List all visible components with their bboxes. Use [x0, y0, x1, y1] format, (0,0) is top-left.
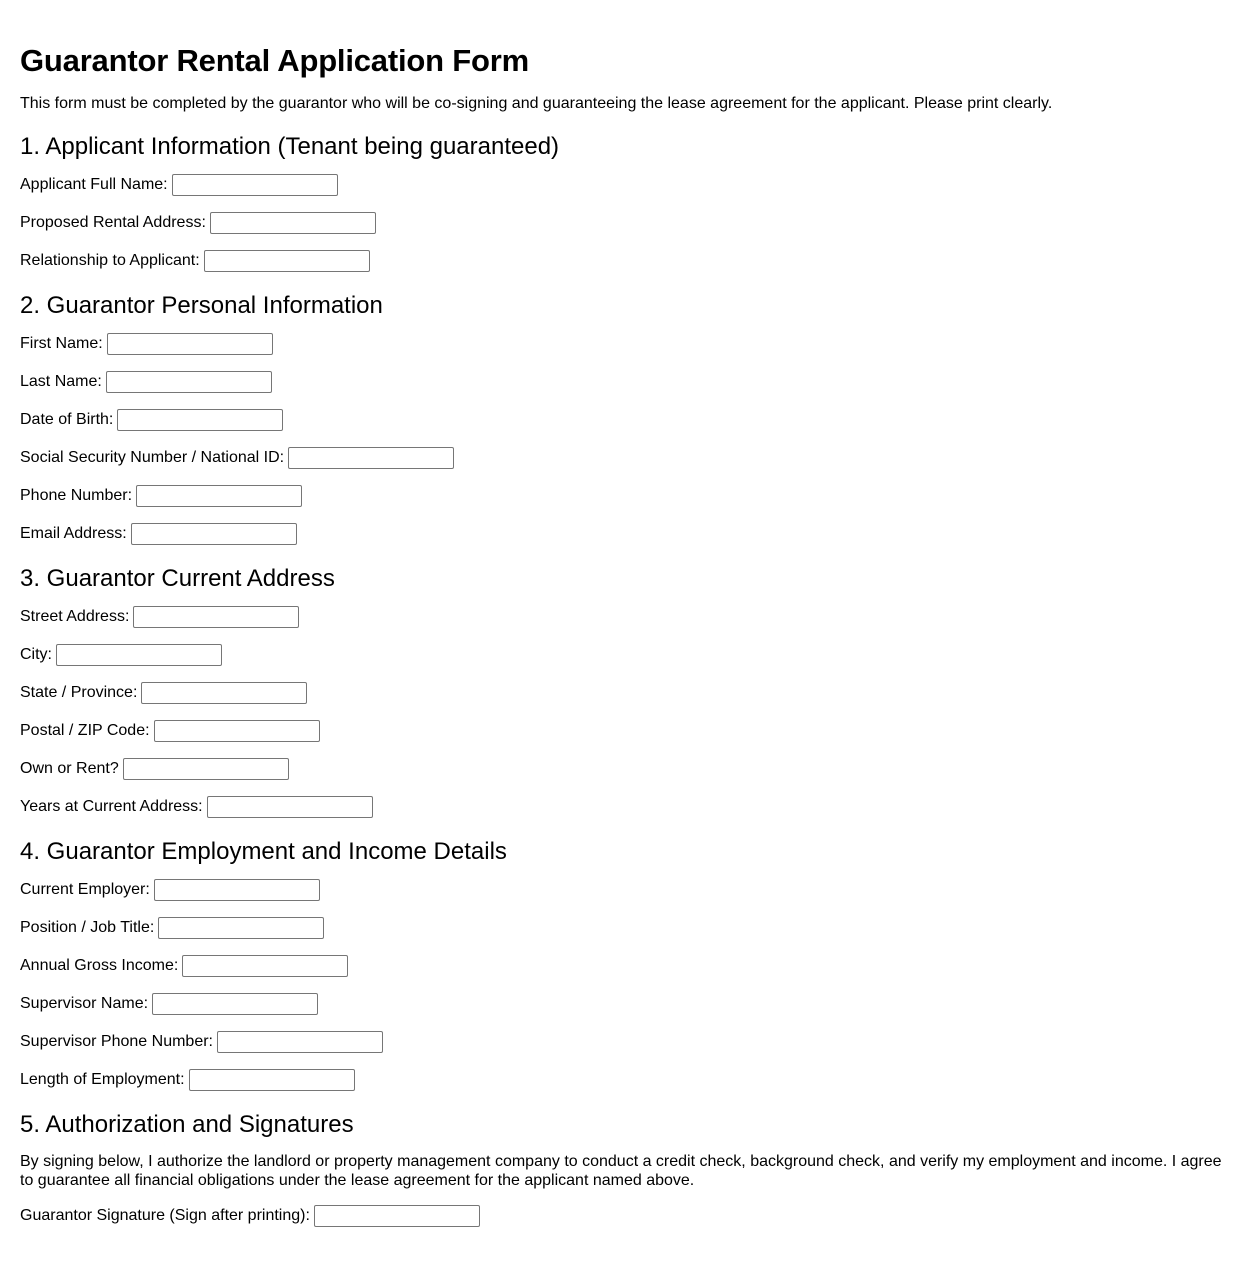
- field-ssn-national-id: [20, 447, 1227, 469]
- field-label: Own or Rent?: [20, 760, 119, 777]
- field-proposed-rental-address: [20, 212, 1227, 234]
- field-postal-zip-code: [20, 720, 1227, 742]
- date-of-birth-input[interactable]: [117, 409, 283, 431]
- relationship-to-applicant-input[interactable]: [204, 250, 370, 272]
- field-supervisor-phone-number: [20, 1031, 1227, 1053]
- section-heading: 4. Guarantor Employment and Income Details: [20, 838, 507, 865]
- supervisor-phone-number-input[interactable]: [217, 1031, 383, 1053]
- field-years-at-current-address: [20, 796, 1227, 818]
- field-first-name: [20, 333, 1227, 355]
- ssn-national-id-input[interactable]: [288, 447, 454, 469]
- email-address-input[interactable]: [131, 523, 297, 545]
- field-supervisor-name: [20, 993, 1227, 1015]
- field-email-address: [20, 523, 1227, 545]
- supervisor-name-input[interactable]: [152, 993, 318, 1015]
- field-current-employer: [20, 879, 1227, 901]
- field-label: Email Address:: [20, 525, 127, 542]
- phone-number-input[interactable]: [136, 485, 302, 507]
- city-input[interactable]: [56, 644, 222, 666]
- field-label: Street Address:: [20, 608, 130, 625]
- field-label: Social Security Number / National ID:: [20, 449, 285, 466]
- field-label: Postal / ZIP Code:: [20, 722, 150, 739]
- section-heading: 3. Guarantor Current Address: [20, 565, 335, 592]
- field-label: City:: [20, 646, 52, 663]
- section-heading: 1. Applicant Information (Tenant being guaranteed): [20, 133, 560, 160]
- current-employer-input[interactable]: [154, 879, 320, 901]
- field-position-job-title: [20, 917, 1227, 939]
- section-heading: 2. Guarantor Personal Information: [20, 292, 383, 319]
- field-label: Years at Current Address:: [20, 798, 203, 815]
- field-relationship-to-applicant: [20, 250, 1227, 272]
- field-label: Supervisor Name:: [20, 995, 149, 1012]
- field-label: Annual Gross Income:: [20, 957, 179, 974]
- field-length-of-employment: [20, 1069, 1227, 1091]
- section-guarantor-current-address: [20, 564, 1227, 818]
- annual-gross-income-input[interactable]: [182, 955, 348, 977]
- field-label: Date of Birth:: [20, 411, 114, 428]
- authorization-text: By signing below, I authorize the landlord or property management company to conduct a credit check, background check, and verify my employment and income. I agree to guarantee all financial obligations under the lease agreement for the applicant named above.: [20, 1153, 1222, 1189]
- field-label: Last Name:: [20, 373, 102, 390]
- field-guarantor-signature: [20, 1205, 1227, 1227]
- field-label: Proposed Rental Address:: [20, 214, 206, 231]
- section-guarantor-personal-info: [20, 291, 1227, 545]
- applicant-full-name-input[interactable]: [172, 174, 338, 196]
- field-phone-number: [20, 485, 1227, 507]
- field-street-address: [20, 606, 1227, 628]
- first-name-input[interactable]: [107, 333, 273, 355]
- position-job-title-input[interactable]: [158, 917, 324, 939]
- page-title: Guarantor Rental Application Form: [20, 43, 529, 78]
- field-label: Position / Job Title:: [20, 919, 155, 936]
- field-label: Guarantor Signature (Sign after printing):: [20, 1207, 310, 1224]
- field-applicant-full-name: [20, 174, 1227, 196]
- field-annual-gross-income: [20, 955, 1227, 977]
- state-province-input[interactable]: [141, 682, 307, 704]
- field-label: Phone Number:: [20, 487, 133, 504]
- form-intro: This form must be completed by the guarantor who will be co-signing and guaranteeing the lease agreement for the applicant. Please print clearly.: [20, 95, 1053, 112]
- field-label: State / Province:: [20, 684, 138, 701]
- field-city: [20, 644, 1227, 666]
- field-state-province: [20, 682, 1227, 704]
- field-label: Supervisor Phone Number:: [20, 1033, 213, 1050]
- field-last-name: [20, 371, 1227, 393]
- own-or-rent-input[interactable]: [123, 758, 289, 780]
- field-label: First Name:: [20, 335, 103, 352]
- section-authorization-signatures: [20, 1110, 1227, 1227]
- postal-zip-code-input[interactable]: [154, 720, 320, 742]
- field-label: Length of Employment:: [20, 1071, 185, 1088]
- last-name-input[interactable]: [106, 371, 272, 393]
- field-label: Applicant Full Name:: [20, 176, 168, 193]
- field-own-or-rent: [20, 758, 1227, 780]
- years-at-current-address-input[interactable]: [207, 796, 373, 818]
- guarantor-signature-input[interactable]: [314, 1205, 480, 1227]
- section-heading: 5. Authorization and Signatures: [20, 1111, 354, 1138]
- street-address-input[interactable]: [133, 606, 299, 628]
- field-date-of-birth: [20, 409, 1227, 431]
- section-guarantor-employment: [20, 837, 1227, 1091]
- field-label: Current Employer:: [20, 881, 150, 898]
- proposed-rental-address-input[interactable]: [210, 212, 376, 234]
- field-label: Relationship to Applicant:: [20, 252, 200, 269]
- section-applicant-info: [20, 132, 1227, 272]
- length-of-employment-input[interactable]: [189, 1069, 355, 1091]
